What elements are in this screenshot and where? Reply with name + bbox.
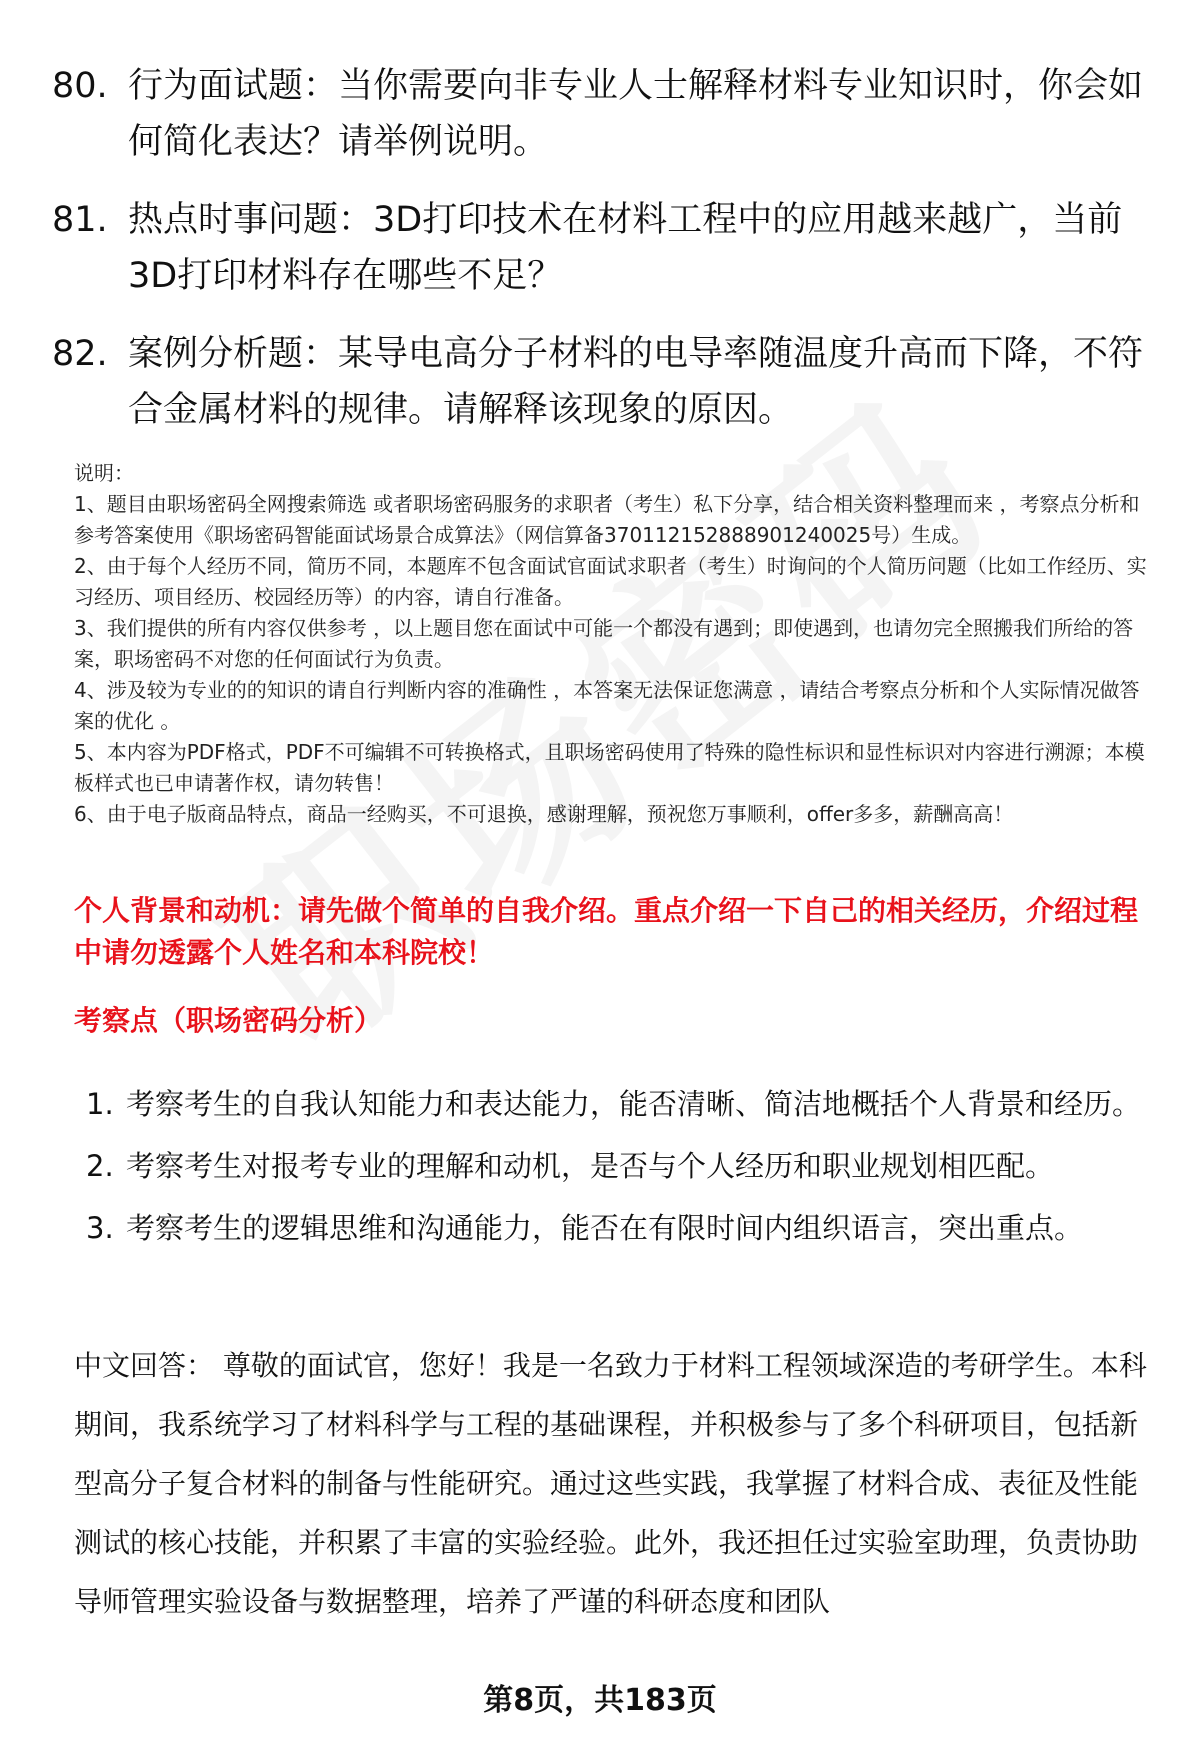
question-item — [52, 192, 1152, 304]
point-number: 1. — [86, 1087, 114, 1121]
question-list — [52, 58, 1152, 460]
point-number: 3. — [86, 1211, 114, 1245]
question-number: 80. — [52, 66, 108, 106]
note-item: 6、由于电子版商品特点，商品一经购买，不可退换，感谢理解，预祝您万事顺利，offer多多，薪酬高高！ — [74, 802, 1014, 826]
analysis-points — [86, 1075, 1146, 1261]
answer-text: 中文回答： 尊敬的面试官，您好！我是一名致力于材料工程领域深造的考研学生。本科期间，我系统学习了材料科学与工程的基础课程，并积极参与了多个科研项目，包括新型高分子复合材料的制备与性能研究。通过这些实践，我掌握了材料合成、表征及性能测试的核心技能，并积累了丰富的实验经验。此外，我还担任过实验室助理，负责协助导师管理实验设备与数据整理，培养了严谨的科研态度和团队 — [74, 1349, 1147, 1618]
question-text: 案例分析题：某导电高分子材料的电导率随温度升高而下降，不符合金属材料的规律。请解释该现象的原因。 — [128, 334, 1144, 430]
note-item: 5、本内容为PDF格式，PDF不可编辑不可转换格式，且职场密码使用了特殊的隐性标识和显性标识对内容进行溯源；本模板样式也已申请著作权，请勿转售！ — [74, 740, 1145, 795]
question-item — [52, 58, 1152, 170]
page-footer: 第8页，共183页 — [483, 1683, 717, 1718]
note-item: 3、我们提供的所有内容仅供参考 ，以上题目您在面试中可能一个都没有遇到；即使遇到，也请勿完全照搬我们所给的答案，职场密码不对您的任何面试行为负责。 — [74, 616, 1134, 671]
point-text: 考察考生对报考专业的理解和动机，是否与个人经历和职业规划相匹配。 — [126, 1149, 1055, 1183]
notes-block — [74, 458, 1159, 830]
analysis-point — [86, 1199, 1146, 1257]
note-item: 1、题目由职场密码全网搜索筛选 或者职场密码服务的求职者（考生）私下分享，结合相关资料整理而来 ，考察点分析和参考答案使用《职场密码智能面试场景合成算法》（网信算备370112152888901240025号）生成。 — [74, 492, 1140, 547]
question-number: 82. — [52, 334, 108, 374]
notes-title: 说明： — [74, 461, 134, 485]
question-item — [52, 326, 1152, 438]
analysis-point — [86, 1137, 1146, 1195]
point-number: 2. — [86, 1149, 114, 1183]
analysis-point — [86, 1075, 1146, 1133]
note-item: 4、涉及较为专业的的知识的请自行判断内容的准确性 ，本答案无法保证您满意 ，请结合考察点分析和个人实际情况做答案的优化 。 — [74, 678, 1140, 733]
question-text: 热点时事问题：3D打印技术在材料工程中的应用越来越广，当前3D打印材料存在哪些不足？ — [128, 200, 1123, 296]
question-text: 行为面试题：当你需要向非专业人士解释材料专业知识时，你会如何简化表达？请举例说明。 — [128, 66, 1144, 162]
note-item: 2、由于每个人经历不同，简历不同，本题库不包含面试官面试求职者（考生）时询问的个人简历问题（比如工作经历、实习经历、项目经历、校园经历等）的内容，请自行准备。 — [74, 554, 1147, 609]
point-text: 考察考生的自我认知能力和表达能力，能否清晰、简洁地概括个人背景和经历。 — [126, 1087, 1142, 1121]
question-number: 81. — [52, 200, 108, 240]
point-text: 考察考生的逻辑思维和沟通能力，能否在有限时间内组织语言，突出重点。 — [126, 1211, 1084, 1245]
section-title: 个人背景和动机：请先做个简单的自我介绍。重点介绍一下自己的相关经历，介绍过程中请勿透露个人姓名和本科院校！ — [74, 894, 1139, 969]
analysis-title: 考察点（职场密码分析） — [74, 1004, 383, 1037]
